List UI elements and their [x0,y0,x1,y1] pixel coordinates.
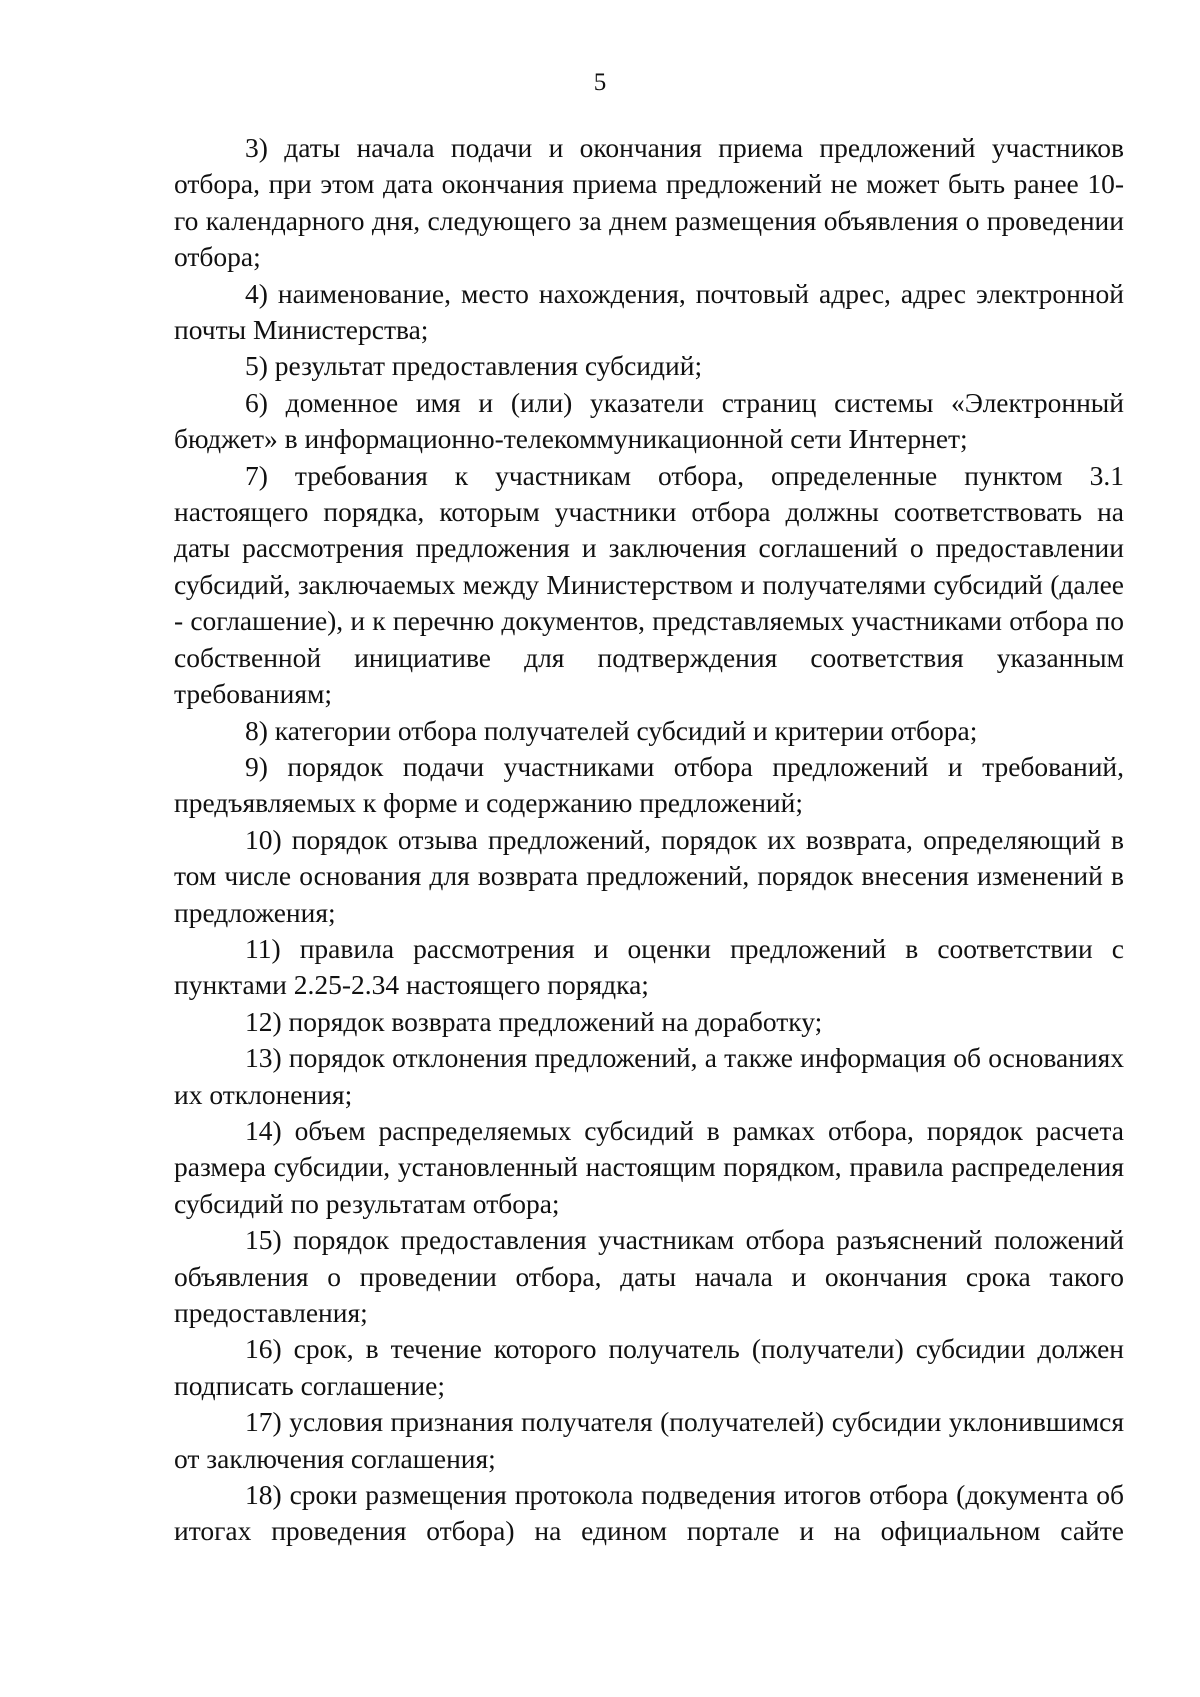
list-item-17: 17) условия признания получателя (получателей) субсидии уклонившимся от заключения соглашения; [174,1406,1124,1474]
list-item-8: 8) категории отбора получателей субсидий и критерии отбора; [245,714,978,746]
list-item-12: 12) порядок возврата предложений на доработку; [245,1005,823,1037]
list-item-11: 11) правила рассмотрения и оценки предложений в соответствии с пунктами 2.25-2.34 настоящего порядка; [174,932,1124,1001]
list-item-9: 9) порядок подачи участниками отбора предложений и требований, предъявляемых к форме и содержанию предложений; [174,750,1124,819]
list-item-7: 7) требования к участникам отбора, определенные пунктом 3.1 настоящего порядка, которым участники отбора должны соответствовать на даты рассмотрения предложения и заключения соглашений о предоставлении субсидий, заключаемых между Министерством и получателями субсидий (далее - соглашение), и к перечню документов, представляемых участниками отбора по собственной инициативе для подтверждения соответствия указанным требованиям; [174,459,1124,710]
list-item-5: 5) результат предоставления субсидий; [245,350,703,382]
document-body [174,130,1124,1550]
list-item-16: 16) срок, в течение которого получатель (получатели) субсидии должен подписать соглашение; [174,1333,1124,1401]
list-item-3: 3) даты начала подачи и окончания приема предложений участников отбора, при этом дата окончания приема предложений не может быть ранее 10-го календарного дня, следующего за днем размещения объявления о проведении отбора; [174,132,1124,273]
list-item-4: 4) наименование, место нахождения, почтовый адрес, адрес электронной почты Министерства; [174,277,1124,346]
list-item-6: 6) доменное имя и (или) указатели страниц системы «Электронный бюджет» в информационно-телекоммуникационной сети Интернет; [174,386,1124,455]
list-item-10: 10) порядок отзыва предложений, порядок их возврата, определяющий в том числе основания для возврата предложений, порядок внесения изменений в предложения; [174,823,1124,928]
list-item-18: 18) сроки размещения протокола подведения итогов отбора (документа об итогах проведения отбора) на едином портале и на официальном сайте [174,1479,1124,1547]
list-item-14: 14) объем распределяемых субсидий в рамках отбора, порядок расчета размера субсидии, установленный настоящим порядком, правила распределения субсидий по результатам отбора; [174,1114,1124,1219]
page-number: 5 [593,69,607,96]
list-item-13: 13) порядок отклонения предложений, а также информация об основаниях их отклонения; [174,1042,1124,1110]
list-item-15: 15) порядок предоставления участникам отбора разъяснений положений объявления о проведении отбора, даты начала и окончания срока такого предоставления; [174,1224,1124,1328]
